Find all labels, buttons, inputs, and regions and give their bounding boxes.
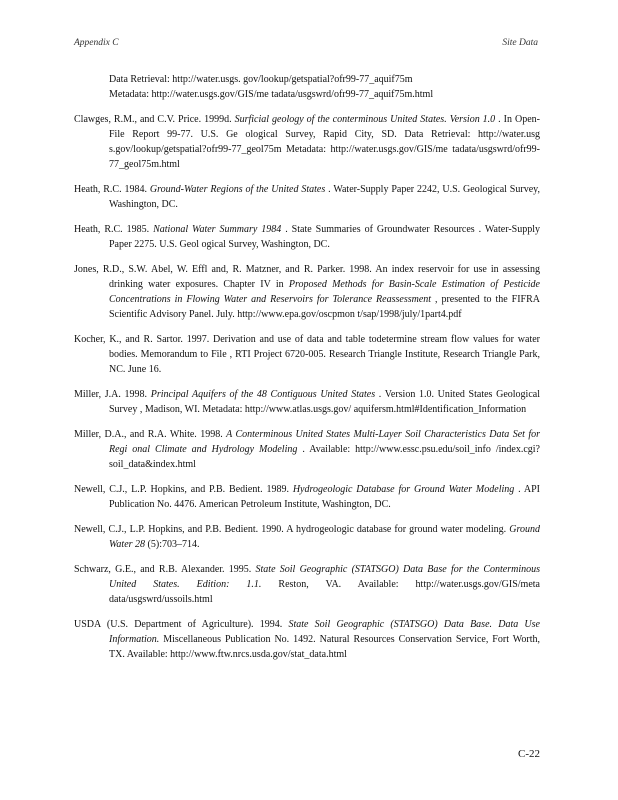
reference-entry: Miller, J.A. 1998. Principal Aquifers of the 48 Contiguous United States . Version 1.0. United States Geological Survey , Madison, WI. Metadata: http://www.atlas.usgs.gov/ aquifersm.html#Identification_Information bbox=[74, 389, 540, 415]
references-list bbox=[74, 72, 540, 672]
reference-entry: Schwarz, G.E., and R.B. Alexander. 1995. State Soil Geographic (STATSGO) Data Base for the Conterminous United States. Edition: 1.1. Reston, VA. Available: http://water.usgs.gov/GIS/meta data/usgswrd/ussoils.html bbox=[74, 564, 540, 605]
reference-entry: Miller, D.A., and R.A. White. 1998. A Conterminous United States Multi-Layer Soil Characteristics Data Set for Regi onal Climate and Hydrology Modeling . Available: http://www.essc.psu.edu/soil_info /index.cgi?soil_data&index.html bbox=[74, 429, 541, 470]
page-number: C-22 bbox=[518, 748, 540, 760]
header-section: Site Data bbox=[502, 38, 538, 48]
reference-entry: Heath, R.C. 1985. National Water Summary 1984 . State Summaries of Groundwater Resources . Water-Supply Paper 2275. U.S. Geol ogical Survey, Washington, DC. bbox=[74, 224, 540, 250]
continuation-line: Data Retrieval: http://water.usgs. gov/lookup/getspatial?ofr99-77_aquif75m bbox=[109, 74, 413, 85]
reference-entry: USDA (U.S. Department of Agriculture). 1994. State Soil Geographic (STATSGO) Data Base. Data Use Information. Miscellaneous Publication No. 1492. Natural Resources Conservation Service, Fort Worth, TX. Available: http://www.ftw.nrcs.usda.gov/stat_data.html bbox=[74, 619, 540, 660]
header-appendix: Appendix C bbox=[74, 38, 119, 48]
reference-continuation bbox=[74, 72, 540, 102]
reference-entry: Newell, C.J., L.P. Hopkins, and P.B. Bedient. 1990. A hydrogeologic database for ground water modeling. Ground Water 28 (5):703–714. bbox=[74, 524, 540, 550]
reference-entry: Clawges, R.M., and C.V. Price. 1999d. Surficial geology of the conterminous United States. Version 1.0 . In Open-File Report 99-77. U.S. Ge ological Survey, Rapid City, SD. Data Retrieval: http://water.usg s.gov/lookup/getspatial?ofr99-77_geol75m Metadata: http://water.usgs.gov/GIS/me tadata/usgswrd/ofr99-77_geol75m.html bbox=[74, 114, 540, 170]
reference-entry: Jones, R.D., S.W. Abel, W. Effl and, R. Matzner, and R. Parker. 1998. An index reservoir for use in assessing drinking water exposures. Chapter IV in Proposed Methods for Basin-Scale Estimation of Pesticide Concentrations in Flowing Water and Reservoirs for Tolerance Reassessment , presented to the FIFRA Scientific Advisory Panel. July. http://www.epa.gov/oscpmon t/sap/1998/july/1part4.pdf bbox=[74, 264, 541, 320]
continuation-line: Metadata: http://water.usgs.gov/GIS/me tadata/usgswrd/ofr99-77_aquif75m.html bbox=[109, 89, 434, 100]
reference-entry: Heath, R.C. 1984. Ground-Water Regions of the United States . Water-Supply Paper 2242, U.S. Geological Survey, Washington, DC. bbox=[74, 184, 540, 210]
reference-entry: Newell, C.J., L.P. Hopkins, and P.B. Bedient. 1989. Hydrogeologic Database for Ground Water Modeling . API Publication No. 4476. American Petroleum Institute, Washington, DC. bbox=[74, 484, 541, 510]
reference-entry: Kocher, K., and R. Sartor. 1997. Derivation and use of data and table todetermine stream flow values for water bodies. Memorandum to File , RTI Project 6720-005. Research Triangle Institute, Research Triangle Park, NC. June 16. bbox=[74, 334, 540, 375]
